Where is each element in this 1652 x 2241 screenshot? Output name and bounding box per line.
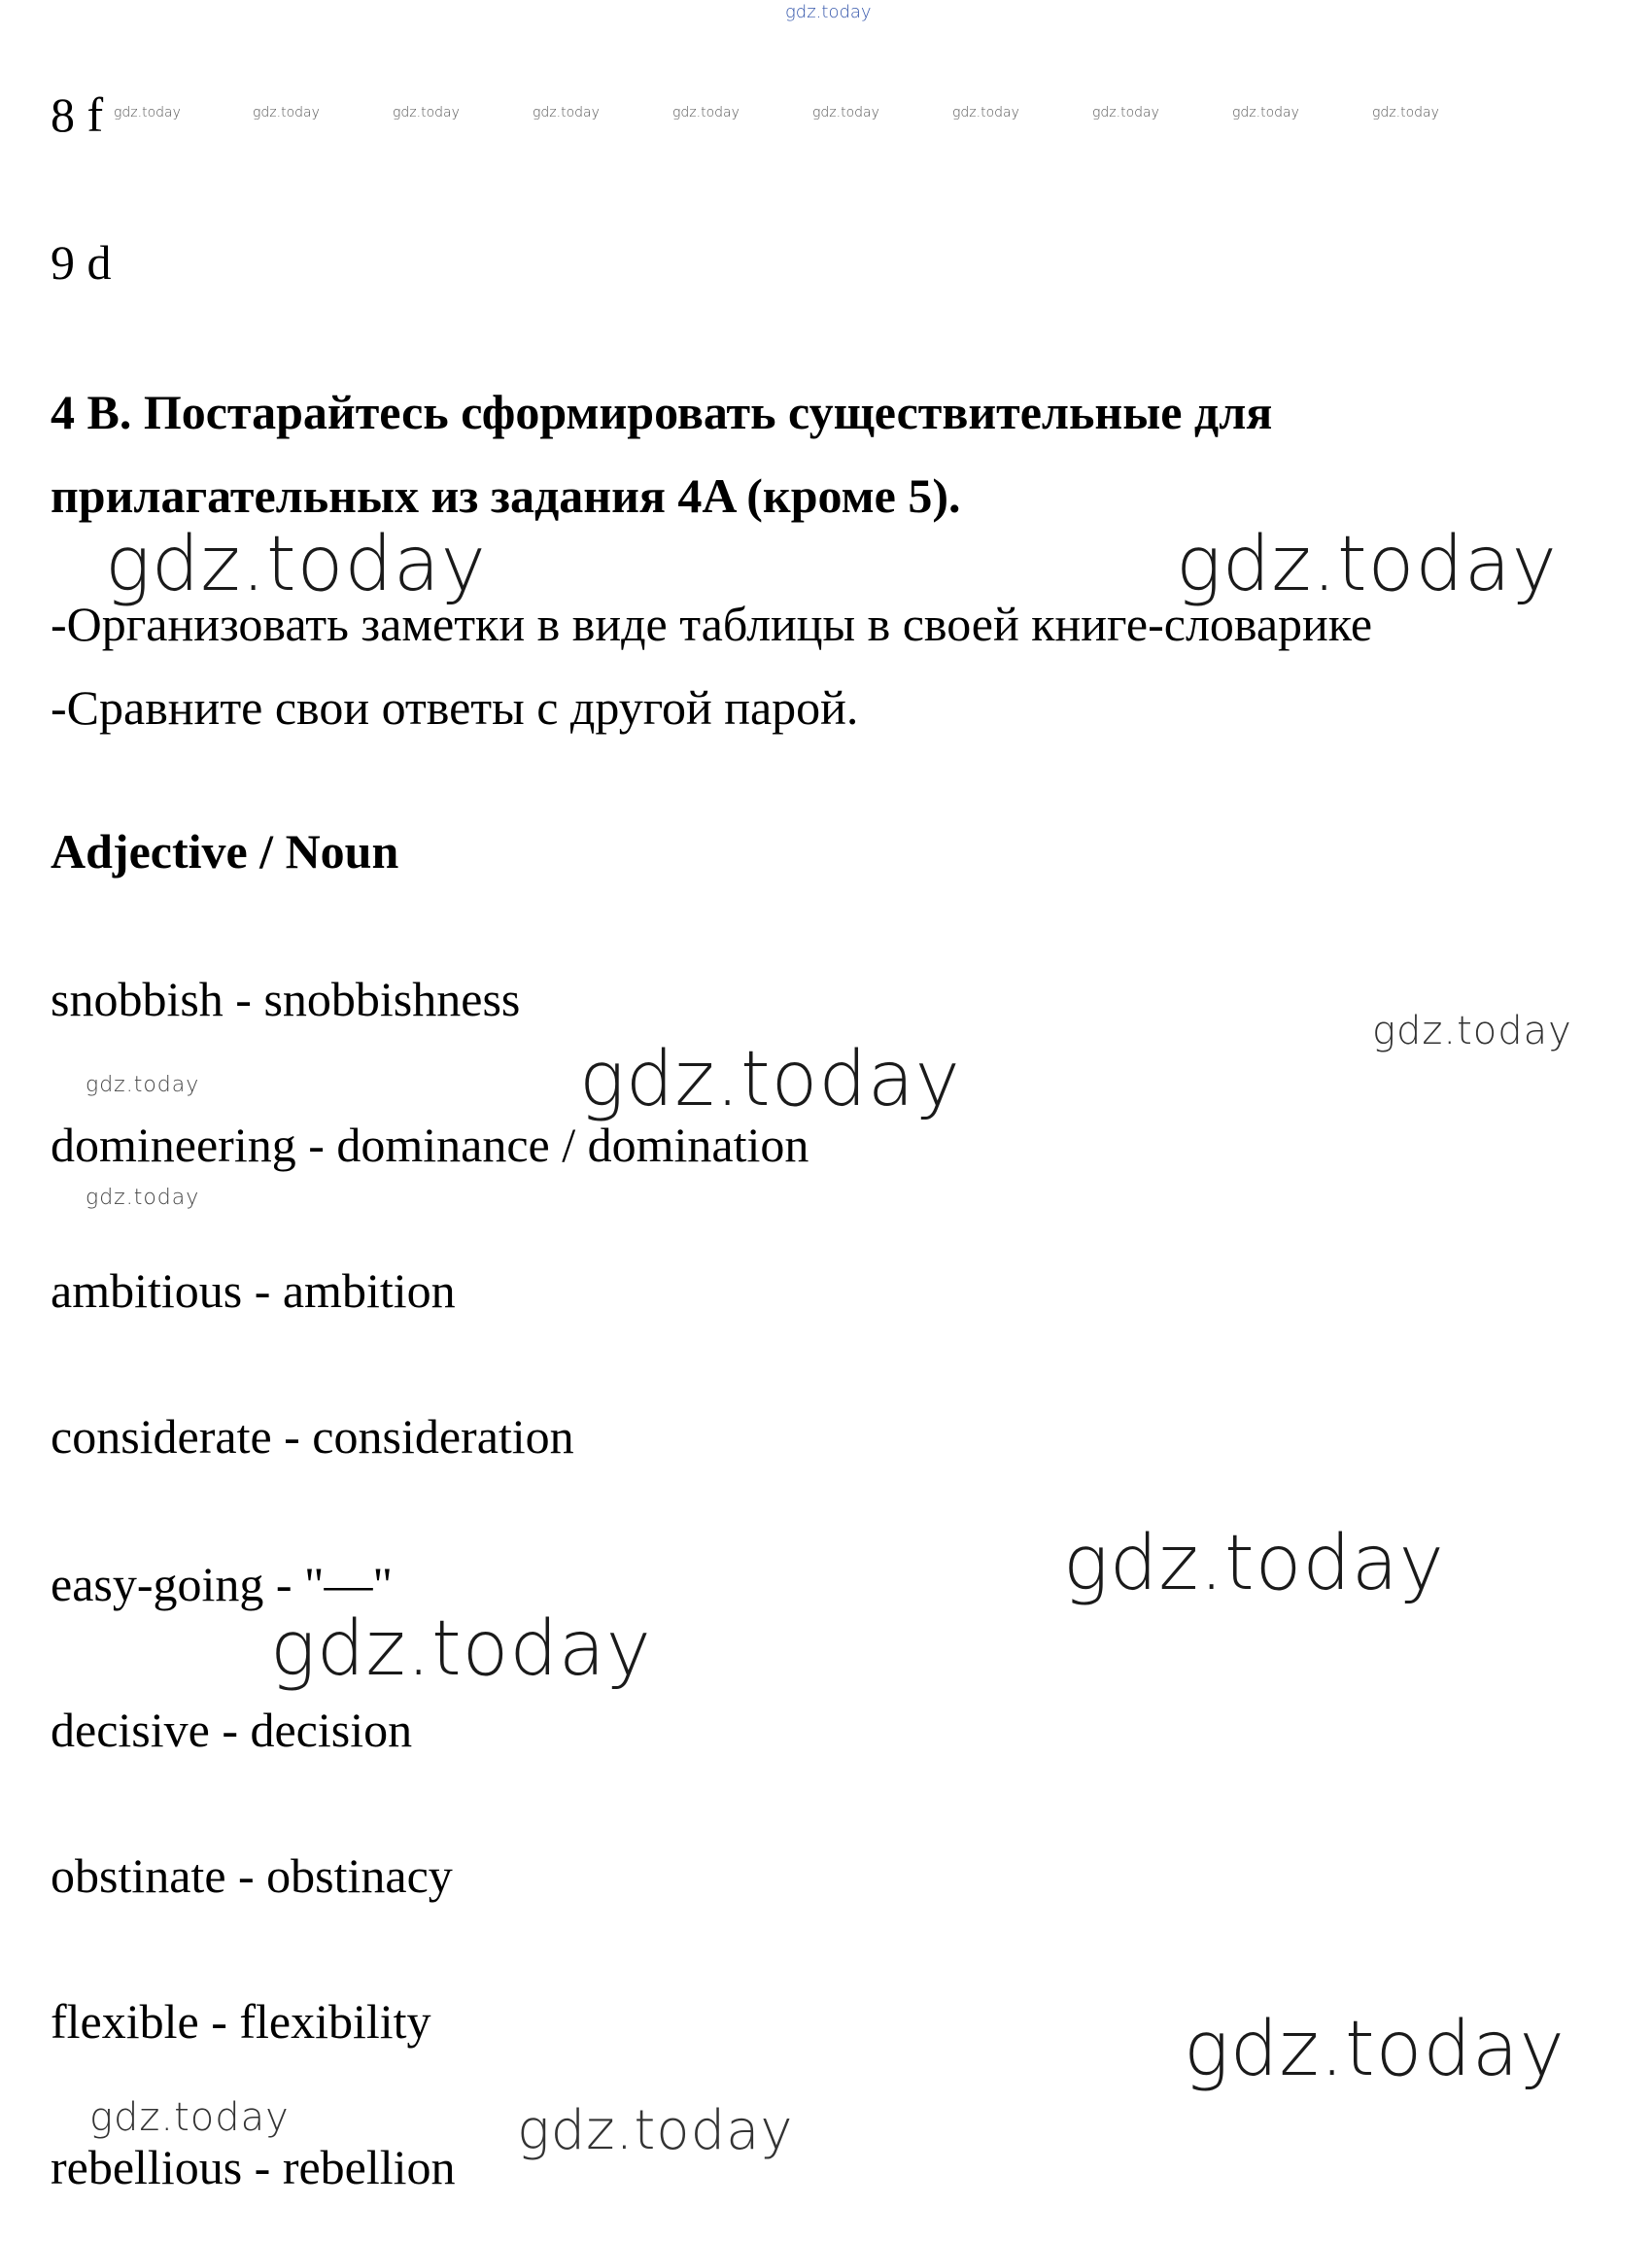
watermark: gdz.today — [579, 1036, 961, 1123]
word-pair: snobbish - snobbishness — [51, 972, 521, 1026]
watermark: gdz.today — [1176, 521, 1558, 608]
watermark: gdz.today — [533, 105, 600, 121]
word-pair: rebellious - rebellion — [51, 2140, 456, 2194]
word-pair: flexible - flexibility — [51, 1994, 431, 2049]
instruction-2: -Сравните свои ответы с другой парой. — [51, 680, 859, 735]
watermark: gdz.today — [1372, 1009, 1572, 1053]
answer-9: 9 d — [51, 235, 112, 290]
task-heading-line1: 4 B. Постарайтесь сформировать существительные для — [51, 385, 1273, 439]
watermark: gdz.today — [812, 105, 879, 121]
watermark: gdz.today — [105, 521, 487, 608]
watermark: gdz.today — [270, 1605, 652, 1693]
instruction-1: -Организовать заметки в виде таблицы в своей книге-словарике — [51, 597, 1373, 651]
watermark: gdz.today — [517, 2099, 794, 2162]
word-pair: decisive - decision — [51, 1703, 413, 1757]
answer-8: 8 f — [51, 87, 104, 142]
watermark: gdz.today — [86, 1186, 200, 1210]
watermark: gdz.today — [785, 2, 872, 22]
watermark: gdz.today — [393, 105, 460, 121]
word-pair: considerate - consideration — [51, 1409, 574, 1464]
watermark: gdz.today — [1232, 105, 1299, 121]
watermark: gdz.today — [1184, 2006, 1566, 2093]
watermark: gdz.today — [86, 1073, 200, 1097]
task-heading-line2: прилагательных из задания 4A (кроме 5). — [51, 468, 961, 523]
watermark: gdz.today — [1092, 105, 1159, 121]
watermark: gdz.today — [89, 2095, 290, 2140]
watermark: gdz.today — [1372, 105, 1439, 121]
table-header: Adjective / Noun — [51, 824, 399, 879]
watermark: gdz.today — [1063, 1520, 1445, 1607]
watermark: gdz.today — [952, 105, 1019, 121]
watermark: gdz.today — [253, 105, 320, 121]
word-pair: domineering - dominance / domination — [51, 1118, 809, 1172]
word-pair: easy-going - "—" — [51, 1557, 393, 1611]
watermark: gdz.today — [672, 105, 740, 121]
watermark: gdz.today — [114, 105, 181, 121]
word-pair: obstinate - obstinacy — [51, 1848, 453, 1903]
word-pair: ambitious - ambition — [51, 1263, 456, 1318]
